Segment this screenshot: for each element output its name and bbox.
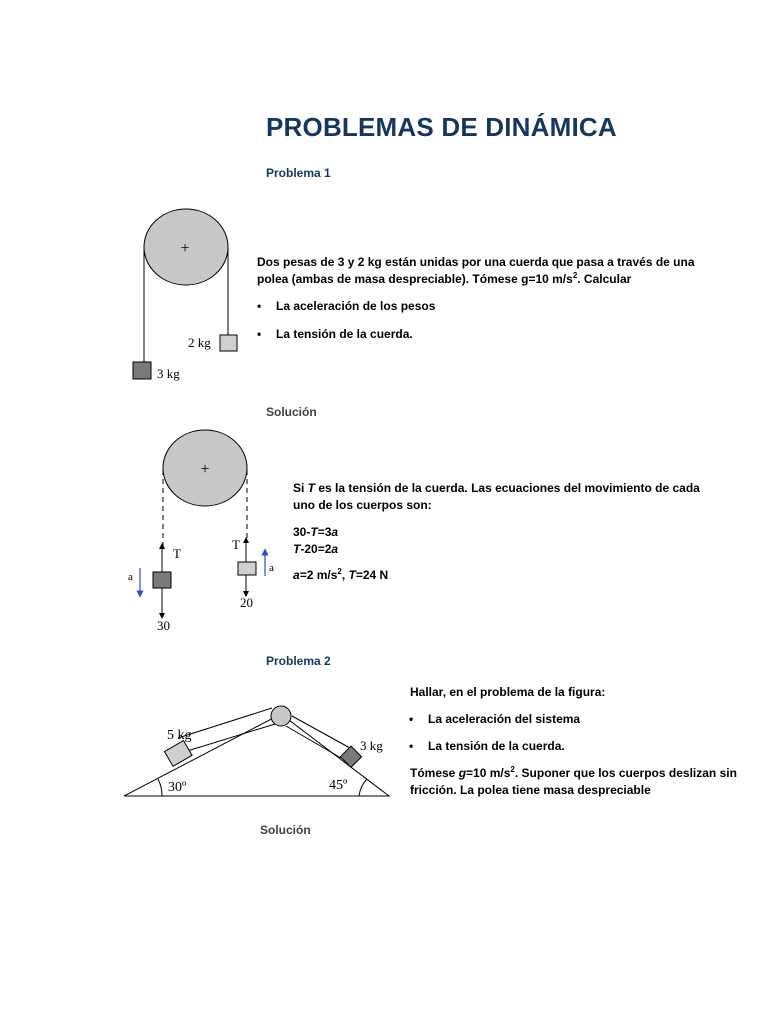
- pulley-1-center-mark: +: [180, 240, 190, 257]
- pulley-3: [271, 706, 291, 726]
- problem-1-statement: Dos pesas de 3 y 2 kg están unidas por una cuerda que pasa a través de una polea (ambas de masa despreciable). Tómese g=10 $m/s^2$. Calcular: [257, 255, 695, 286]
- problem-2-statement: Hallar, en el problema de la figura:: [410, 685, 606, 699]
- pulley-2-center-mark: +: [200, 461, 210, 478]
- block-label-3kg: 3 kg: [360, 738, 383, 753]
- problem-2-bullet-2: • La tensión de la cuerda.: [428, 739, 565, 753]
- mass-label-2kg: 2 kg: [188, 335, 211, 350]
- problem-1-bullet-1: • La aceleración de los pesos: [276, 299, 435, 313]
- weight-label-left: 30: [157, 618, 170, 633]
- problem-1-solution-heading: Solución: [266, 405, 317, 419]
- angle-label-left: 30º: [168, 780, 187, 795]
- tension-label-left: T: [173, 546, 181, 561]
- problem-1-bullet-2: • La tensión de la cuerda.: [276, 327, 413, 341]
- tension-label-right: T: [232, 537, 240, 552]
- problem-2-heading: Problema 2: [266, 654, 331, 668]
- accel-label-right: a: [269, 562, 274, 574]
- problem-2-solution-heading: Solución: [260, 823, 311, 837]
- problem-2-bullet-1: • La aceleración del sistema: [428, 712, 580, 726]
- mass-label-3kg: 3 kg: [157, 366, 180, 381]
- equation-2: T-20=2a: [293, 542, 339, 556]
- angle-label-right: 45º: [329, 778, 348, 793]
- weight-label-right: 20: [240, 595, 253, 610]
- solution-result: a=2 $m/s^2$, T=24 N: [293, 567, 389, 582]
- accel-label-left: a: [128, 571, 133, 583]
- problem-2-note: Tómese g=10 $m/s^2$. Suponer que los cuerpos deslizan sin fricción. La polea tiene masa despreciable: [410, 765, 737, 797]
- page-title: PROBLEMAS DE DINÁMICA: [266, 112, 617, 142]
- equation-1: 30-T=3a: [293, 525, 339, 539]
- solution-intro: Si T es la tensión de la cuerda. Las ecuaciones del movimiento de cada uno de los cuerpos son:: [293, 481, 700, 512]
- problem-1-heading: Problema 1: [266, 166, 331, 180]
- block-label-5kg: 5 kg: [167, 728, 192, 743]
